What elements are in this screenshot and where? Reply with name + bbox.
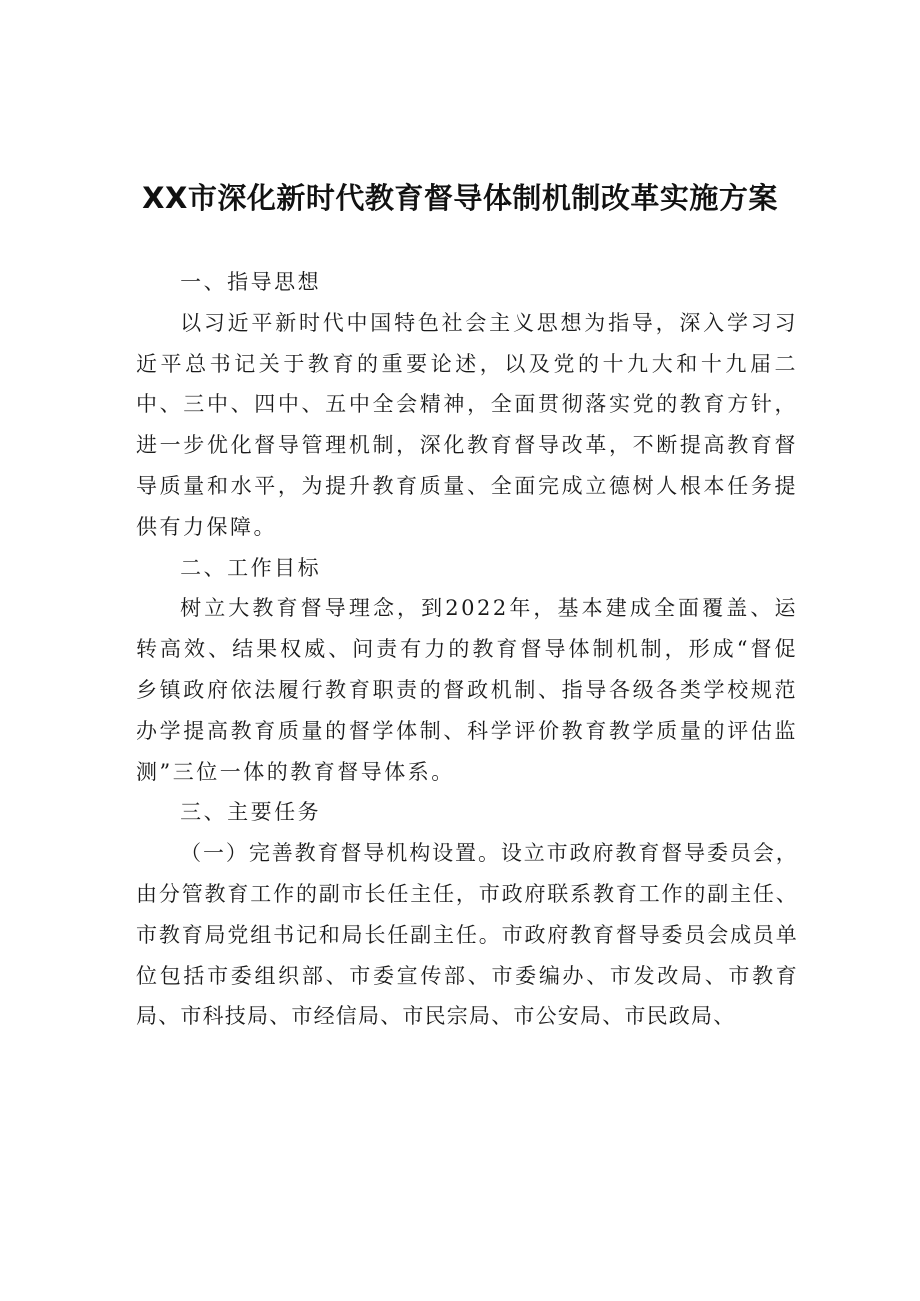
document-title: XX市深化新时代教育督导体制机制改革实施方案	[142, 181, 778, 215]
section-heading-main-tasks: 三、主要任务	[180, 800, 322, 825]
section-heading-guiding-ideology: 一、指导思想	[180, 270, 322, 294]
paragraph-guiding-ideology: 以习近平新时代中国特色社会主义思想为指导，深入学习习近平总书记关于教育的重要论述，以及党的十九大和十九届二中、三中、四中、五中全会精神，全面贯彻落实党的教育方针，进一步优化督导管理机制，深化教育督导改革，不断提高教育督导质量和水平，为提升教育质量、全面完成立德树人根本任务提供有力保障。	[136, 310, 798, 539]
document-body	[136, 262, 798, 1037]
section-heading-work-goals: 二、工作目标	[180, 555, 322, 580]
paragraph-main-tasks-1: （一）完善教育督导机构设置。设立市政府教育督导委员会，由分管教育工作的副市长任主任，市政府联系教育工作的副主任、市教育局党组书记和局长任副主任。市政府教育督导委员会成员单位包括市委组织部、市委宣传部、市委编办、市发改局、市教育局、市科技局、市经信局、市民宗局、市公安局、市民政局、	[136, 841, 798, 1029]
paragraph-work-goals: 树立大教育督导理念，到2022年，基本建成全面覆盖、运转高效、结果权威、问责有力的教育督导体制机制，形成“督促乡镇政府依法履行教育职责的督政机制、指导各级各类学校规范办学提高教育质量的督学体制、科学评价教育教学质量的评估监测”三位一体的教育督导体系。	[136, 596, 798, 784]
